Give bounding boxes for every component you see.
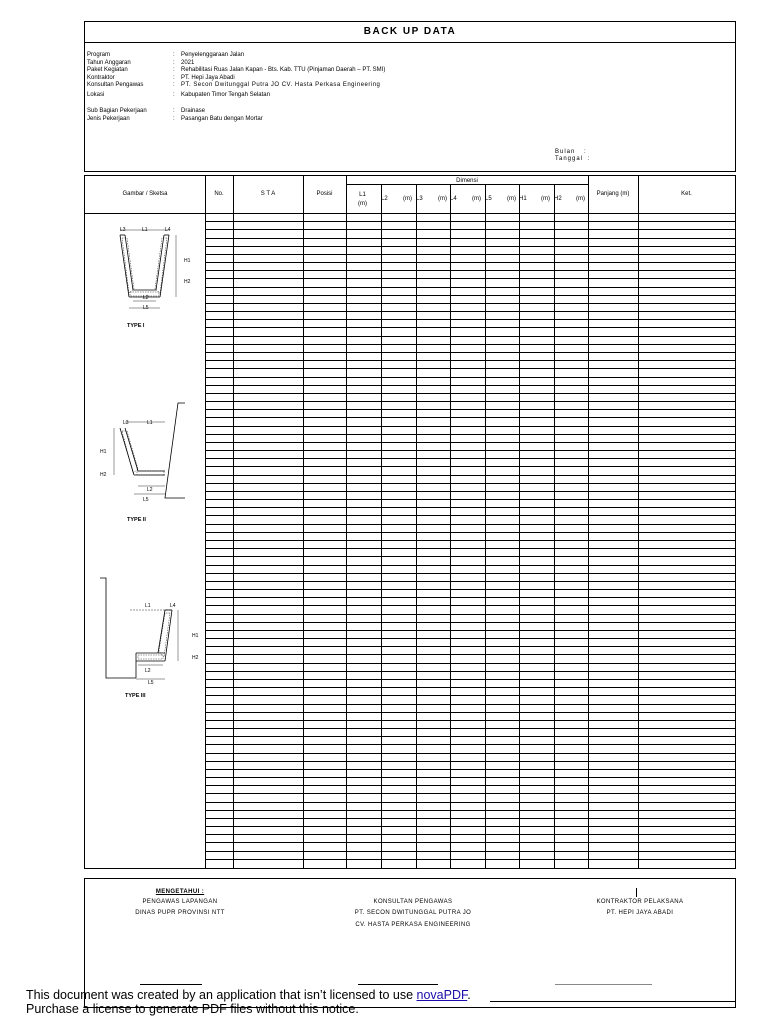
dim-label: L2 <box>143 295 149 301</box>
sig-line-right <box>555 984 652 985</box>
dim-label: H2 <box>100 472 107 478</box>
table-row-line <box>205 777 735 778</box>
table-row-line <box>205 409 735 410</box>
dim-label: L1 <box>147 420 153 426</box>
info-colon: : <box>173 52 175 58</box>
info-colon: : <box>173 74 175 81</box>
table-row-line <box>205 368 735 369</box>
column-divider <box>233 176 234 868</box>
dim-name: H2 <box>554 196 562 202</box>
dim-unit: (m) <box>576 196 585 202</box>
table-row-line <box>205 753 735 754</box>
dim-label: L3 <box>123 420 129 426</box>
table-row-line <box>205 630 735 631</box>
dim-label: L5 <box>148 680 154 686</box>
info-value: PT. Hepi Jaya Abadi <box>181 74 235 81</box>
table-row-line <box>205 532 735 533</box>
info-row-lokasi <box>87 92 687 100</box>
table-row-line <box>205 385 735 386</box>
dimensi-group-line <box>346 184 588 185</box>
table-row-line <box>205 475 735 476</box>
sig-right-org: PT. HEPI JAYA ABADI <box>606 910 674 916</box>
table-row-line <box>205 761 735 762</box>
dim-header-l1 <box>346 191 379 209</box>
table-row-line <box>205 793 735 794</box>
table-row-line <box>205 295 735 296</box>
table-row-line <box>205 663 735 664</box>
sig-middle-org1: PT. SECON DWITUNGGAL PUTRA JO <box>354 910 472 916</box>
table-row-line <box>205 524 735 525</box>
table-row-line <box>205 736 735 737</box>
dim-unit: (m) <box>438 196 447 202</box>
table-row-line <box>205 704 735 705</box>
header-no: No. <box>214 191 224 197</box>
table-row-line <box>205 507 735 508</box>
table-row-line <box>205 229 735 230</box>
info-value: Rehabilitasi Ruas Jalan Kapan - Bts. Kab. TTU (Pinjaman Daerah – PT. SMI) <box>181 67 386 73</box>
dim-name: H1 <box>519 196 527 202</box>
table-row-line <box>205 597 735 598</box>
table-row-line <box>205 377 735 378</box>
info-label: Jenis Pekerjaan <box>87 115 130 122</box>
table-row-line <box>205 859 735 860</box>
table-row-line <box>205 687 735 688</box>
dim-unit: (m) <box>472 196 481 202</box>
sig-left-org: DINAS PUPR PROVINSI NTT <box>135 910 225 916</box>
table-row-line <box>205 556 735 557</box>
type-2-label: TYPE II <box>127 517 146 523</box>
title-divider <box>85 42 735 43</box>
dim-unit: (m) <box>403 196 412 202</box>
table-row-line <box>205 728 735 729</box>
info-colon: : <box>173 59 175 66</box>
info-label: Kontraktor <box>87 74 115 81</box>
notice-line-1 <box>26 988 471 1002</box>
table-row-line <box>205 434 735 435</box>
table-row-line <box>205 287 735 288</box>
info-value: Pasangan Batu dengan Mortar <box>181 115 263 122</box>
dim-name: L3 <box>416 196 423 202</box>
dim-label: H1 <box>100 449 107 455</box>
column-divider <box>205 176 206 868</box>
dim-label: L3 <box>120 227 126 233</box>
column-divider <box>588 176 589 868</box>
text-cursor-mark <box>636 888 637 897</box>
table-row-line <box>205 515 735 516</box>
table-row-line <box>205 360 735 361</box>
table-row-line <box>205 303 735 304</box>
table-row-line <box>205 491 735 492</box>
dim-label: L4 <box>165 227 171 233</box>
table-row-line <box>205 744 735 745</box>
table-row-line <box>205 810 735 811</box>
info-label: Tahun Anggaran <box>87 59 131 66</box>
tanggal-field <box>555 156 590 162</box>
document-title: BACK UP DATA <box>363 26 457 37</box>
table-row-line <box>205 442 735 443</box>
table-row-line <box>205 393 735 394</box>
info-row-konsultan <box>87 82 687 90</box>
table-row-line <box>205 851 735 852</box>
dim-label: L5 <box>143 305 149 311</box>
table-row-line <box>205 646 735 647</box>
table-row-line <box>205 826 735 827</box>
table-row-line <box>205 573 735 574</box>
info-value: PT. Secon Dwitunggal Putra JO CV. Hasta Perkasa Engineering <box>181 82 381 88</box>
dim-label: L4 <box>170 603 176 609</box>
dim-name: L4 <box>450 196 457 202</box>
column-divider <box>638 176 639 868</box>
info-label: Paket Kegiatan <box>87 67 128 73</box>
header-sketch: Gambar / Sketsa <box>122 191 168 197</box>
table-row-line <box>205 311 735 312</box>
dim-label: L1 <box>142 227 148 233</box>
info-value: 2021 <box>181 59 195 66</box>
dim-name: L5 <box>485 196 492 202</box>
info-value: Drainase <box>181 108 206 114</box>
table-row-line <box>205 540 735 541</box>
dim-label: H1 <box>184 258 191 264</box>
dim-label: L1 <box>145 603 151 609</box>
sig-middle-role: KONSULTAN PENGAWAS <box>373 899 453 905</box>
column-divider <box>303 176 304 868</box>
info-value: Penyelenggaraan Jalan <box>181 52 245 58</box>
info-colon: : <box>173 92 175 98</box>
tanggal-colon: : <box>587 156 591 162</box>
table-row-line <box>205 221 735 222</box>
table-row-line <box>205 270 735 271</box>
table-row-line <box>205 671 735 672</box>
license-notice <box>26 988 471 1016</box>
table-row-line <box>205 450 735 451</box>
info-row-jenis <box>87 116 687 124</box>
info-colon: : <box>173 115 175 122</box>
table-row-line <box>205 638 735 639</box>
table-row-line <box>205 246 735 247</box>
dim-label: H1 <box>192 633 199 639</box>
dim-unit: (m) <box>541 196 550 202</box>
header-dimensi: Dimensi <box>456 178 478 184</box>
data-table <box>84 175 736 869</box>
table-row-line <box>205 336 735 337</box>
table-row-line <box>205 679 735 680</box>
table-row-line <box>205 769 735 770</box>
table-row-line <box>205 483 735 484</box>
bulan-colon: : <box>584 149 587 155</box>
mengetahui-label: MENGETAHUI : <box>155 889 205 895</box>
table-row-line <box>205 695 735 696</box>
notice-rule <box>490 1001 736 1002</box>
sig-middle-org2: CV. HASTA PERKASA ENGINEERING <box>355 922 471 928</box>
dim-label: H2 <box>192 655 199 661</box>
dim-unit: (m) <box>358 201 367 207</box>
dim-label: L2 <box>145 668 151 674</box>
notice-text: This document was created by an application that isn’t licensed to use <box>26 988 417 1002</box>
dim-label: H2 <box>184 279 191 285</box>
type-1-label: TYPE I <box>127 323 145 329</box>
info-colon: : <box>173 67 175 73</box>
bulan-field <box>555 149 587 155</box>
table-row-line <box>205 238 735 239</box>
dim-unit: (m) <box>507 196 516 202</box>
table-row-line <box>205 581 735 582</box>
novapdf-link[interactable]: novaPDF <box>416 988 468 1002</box>
dim-label: L5 <box>143 497 149 503</box>
table-row-line <box>205 842 735 843</box>
notice-period: . <box>467 988 471 1002</box>
dim-name: L2 <box>381 196 388 202</box>
table-row-line <box>205 401 735 402</box>
dim-name: L1 <box>359 192 366 198</box>
sig-left-role: PENGAWAS LAPANGAN <box>142 899 218 905</box>
type-3-label: TYPE III <box>125 693 146 699</box>
bulan-label: Bulan <box>555 149 576 155</box>
header-posisi: Posisi <box>316 191 333 197</box>
table-row-line <box>205 426 735 427</box>
table-row-line <box>205 327 735 328</box>
table-row-line <box>205 818 735 819</box>
table-row-line <box>205 802 735 803</box>
sketch-labels <box>85 213 205 868</box>
table-row-line <box>205 605 735 606</box>
table-row-line <box>205 565 735 566</box>
table-row-line <box>205 344 735 345</box>
header-panel <box>84 21 736 172</box>
sig-right-role: KONTRAKTOR PELAKSANA <box>596 899 684 905</box>
column-divider <box>346 176 347 868</box>
table-row-line <box>205 834 735 835</box>
info-colon: : <box>173 82 175 88</box>
table-row-line <box>205 319 735 320</box>
header-ket: Ket. <box>681 191 692 197</box>
sig-line-left <box>140 984 202 985</box>
table-row-line <box>205 466 735 467</box>
table-row-line <box>205 417 735 418</box>
notice-line-2: Purchase a license to generate PDF files without this notice. <box>26 1002 359 1016</box>
table-row-line <box>205 720 735 721</box>
header-panjang: Panjang (m) <box>596 191 630 197</box>
info-label: Sub Bagian Pekerjaan <box>87 108 147 114</box>
dim-label: L2 <box>147 487 153 493</box>
info-colon: : <box>173 108 175 114</box>
table-row-line <box>205 548 735 549</box>
info-value: Kabupaten Timor Tengah Selatan <box>181 92 270 98</box>
table-row-line <box>205 614 735 615</box>
table-row-line <box>205 589 735 590</box>
header-sta: S T A <box>260 191 276 197</box>
table-row-line <box>205 458 735 459</box>
table-row-line <box>205 785 735 786</box>
table-row-line <box>205 278 735 279</box>
sig-line-middle <box>358 984 438 985</box>
info-label: Lokasi <box>87 92 105 98</box>
table-row-line <box>205 622 735 623</box>
table-row-line <box>205 262 735 263</box>
tanggal-label: Tanggal <box>555 156 584 162</box>
table-row-line <box>205 499 735 500</box>
info-label: Program <box>87 52 111 58</box>
table-row-line <box>205 254 735 255</box>
table-row-line <box>205 352 735 353</box>
table-row-line <box>205 712 735 713</box>
info-label: Konsultan Pengawas <box>87 82 144 88</box>
table-row-line <box>205 654 735 655</box>
